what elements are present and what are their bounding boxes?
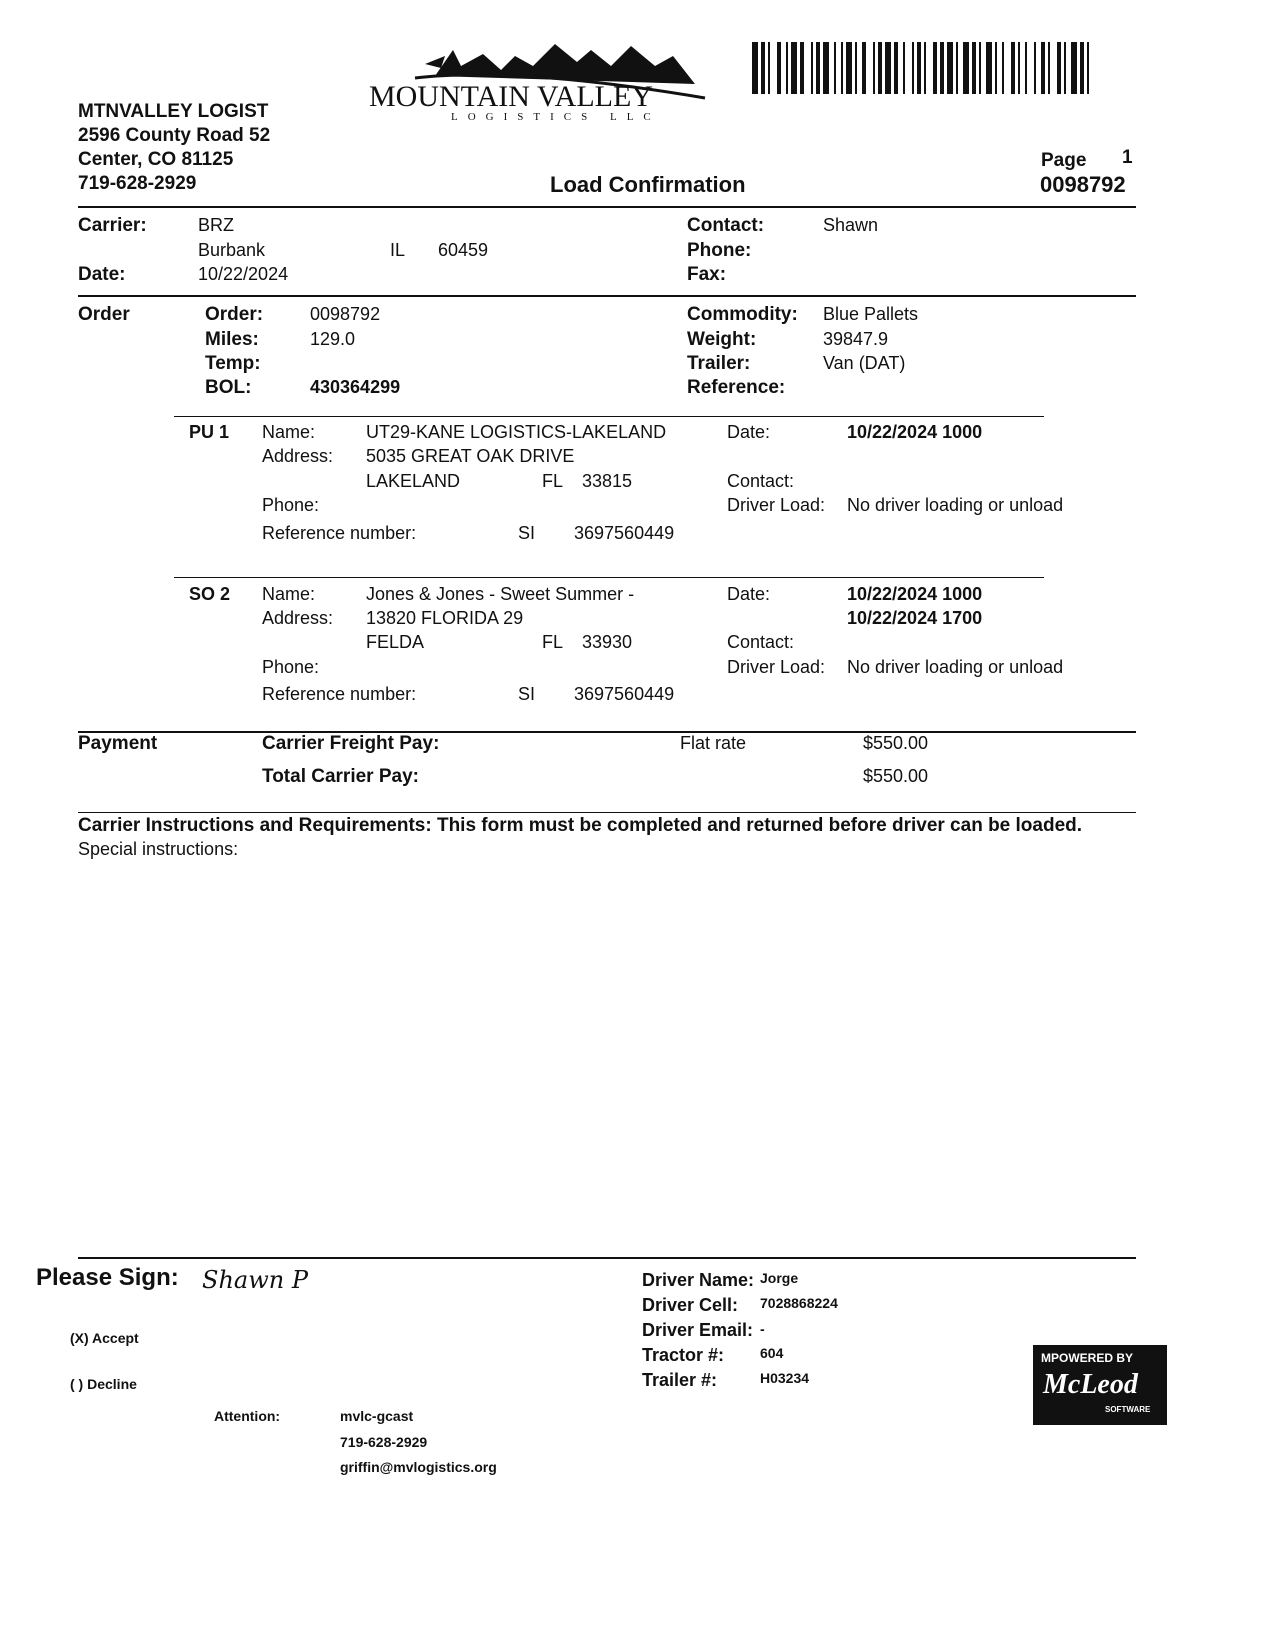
stop-phone-label: Phone: [262, 657, 320, 677]
stop-address: 13820 FLORIDA 29 [366, 608, 524, 628]
rate-type: Flat rate [680, 733, 747, 753]
stop-phone-label: Phone: [262, 495, 320, 515]
signature-field[interactable]: Shawn P [202, 1266, 308, 1294]
stop-ref-label: Reference number: [262, 523, 417, 543]
stop-date-start: 10/22/2024 1000 [847, 422, 983, 442]
attention-phone: 719-628-2929 [340, 1434, 428, 1450]
stop-code: PU 1 [189, 422, 230, 442]
carrier-date: 10/22/2024 [198, 264, 289, 284]
logo-sub-text: LOGISTICS LLC [451, 111, 661, 122]
order-label: Order: [205, 304, 264, 325]
accept-option[interactable]: (X) Accept [70, 1330, 139, 1346]
driver-cell-label: Driver Cell: [642, 1295, 739, 1315]
stop-date-end: 10/22/2024 1700 [847, 608, 983, 628]
stop-name-label: Name: [262, 584, 316, 604]
stop-date-label: Date: [727, 584, 771, 604]
attention-name: mvlc-gcast [340, 1408, 414, 1424]
trailer-number: H03234 [760, 1370, 810, 1386]
weight-label: Weight: [687, 329, 757, 350]
payment-section-label: Payment [78, 733, 158, 754]
stop-ref-type: SI [518, 523, 536, 543]
driver-name-label: Driver Name: [642, 1270, 755, 1290]
divider [78, 731, 1136, 733]
mcleod-logo [1033, 1345, 1167, 1425]
driver-email-label: Driver Email: [642, 1320, 754, 1340]
order-commodity: Blue Pallets [823, 304, 919, 324]
company-name: MTNVALLEY LOGIST [78, 101, 269, 122]
stop-city: LAKELAND [366, 471, 461, 491]
stop-driver-load-label: Driver Load: [727, 495, 826, 515]
stop-state: FL [542, 471, 564, 491]
trailer-number-label: Trailer #: [642, 1370, 718, 1390]
divider [78, 295, 1136, 297]
stop-name-label: Name: [262, 422, 316, 442]
temp-label: Temp: [205, 353, 261, 374]
carrier-contact: Shawn [823, 215, 879, 235]
phone-label: Phone: [687, 240, 752, 261]
company-logo [365, 36, 710, 122]
stop-contact-label: Contact: [727, 632, 795, 652]
stop-code: SO 2 [189, 584, 231, 604]
stop-ref-type: SI [518, 684, 536, 704]
stop-date-label: Date: [727, 422, 771, 442]
total-amount: $550.00 [863, 766, 929, 786]
stop-address-label: Address: [262, 446, 334, 466]
order-bol: 430364299 [310, 377, 401, 397]
contact-label: Contact: [687, 215, 765, 236]
carrier-city: Burbank [198, 240, 266, 260]
commodity-label: Commodity: [687, 304, 798, 325]
stop-driver-load: No driver loading or unload [847, 495, 1064, 515]
carrier-name: BRZ [198, 215, 234, 235]
instructions-heading: Carrier Instructions and Requirements: This form must be completed and returned before driver can be loaded. [78, 815, 1083, 836]
company-address1: 2596 County Road 52 [78, 125, 271, 146]
carrier-state: IL [390, 240, 406, 260]
tractor-number: 604 [760, 1345, 784, 1361]
carrier-label: Carrier: [78, 215, 147, 236]
stop-name: Jones & Jones - Sweet Summer - [366, 584, 635, 604]
page-title: Load Confirmation [550, 172, 746, 197]
freight-amount: $550.00 [863, 733, 929, 753]
reference-label: Reference: [687, 377, 786, 398]
stop-ref-label: Reference number: [262, 684, 417, 704]
stop-driver-load-label: Driver Load: [727, 657, 826, 677]
logo-main-text: MOUNTAIN VALLEY [369, 80, 653, 113]
page-label: Page [1041, 150, 1087, 171]
date-label: Date: [78, 264, 126, 285]
order-number: 0098792 [310, 304, 381, 324]
stop-address-label: Address: [262, 608, 334, 628]
driver-name: Jorge [760, 1270, 799, 1286]
company-phone: 719-628-2929 [78, 173, 197, 194]
decline-option[interactable]: ( ) Decline [70, 1376, 137, 1392]
carrier-zip: 60459 [438, 240, 489, 260]
freight-pay-label: Carrier Freight Pay: [262, 733, 440, 754]
stop-divider [174, 416, 1044, 417]
stop-zip: 33930 [582, 632, 633, 652]
miles-label: Miles: [205, 329, 259, 350]
mcleod-logo-top: MPOWERED BY [1041, 1351, 1134, 1365]
order-section-label: Order [78, 304, 130, 325]
divider [78, 206, 1136, 208]
divider [78, 812, 1136, 813]
stop-address: 5035 GREAT OAK DRIVE [366, 446, 575, 466]
stop-ref-number: 3697560449 [574, 684, 675, 704]
mcleod-logo-brand: McLeod [1043, 1369, 1138, 1400]
stop-date-start: 10/22/2024 1000 [847, 584, 983, 604]
please-sign-label: Please Sign: [36, 1264, 179, 1291]
order-weight: 39847.9 [823, 329, 889, 349]
stop-driver-load: No driver loading or unload [847, 657, 1064, 677]
signature-divider [78, 1257, 1136, 1259]
order-trailer: Van (DAT) [823, 353, 906, 373]
stop-zip: 33815 [582, 471, 633, 491]
stop-state: FL [542, 632, 564, 652]
fax-label: Fax: [687, 264, 727, 285]
tractor-label: Tractor #: [642, 1345, 725, 1365]
stop-city: FELDA [366, 632, 425, 652]
special-instructions-label: Special instructions: [78, 839, 239, 859]
company-address2: Center, CO 81125 [78, 149, 234, 170]
attention-label: Attention: [214, 1408, 281, 1424]
stop-ref-number: 3697560449 [574, 523, 675, 543]
header-order-number: 0098792 [1040, 172, 1126, 197]
stop-name: UT29-KANE LOGISTICS-LAKELAND [366, 422, 667, 442]
attention-email: griffin@mvlogistics.org [340, 1459, 497, 1475]
driver-email: - [760, 1321, 765, 1337]
driver-cell: 7028868224 [760, 1295, 838, 1311]
stop-contact-label: Contact: [727, 471, 795, 491]
mcleod-logo-sub: SOFTWARE [1105, 1405, 1151, 1414]
barcode [752, 42, 1212, 94]
total-pay-label: Total Carrier Pay: [262, 766, 419, 787]
order-miles: 129.0 [310, 329, 356, 349]
bol-label: BOL: [205, 377, 252, 398]
stop-divider [174, 577, 1044, 578]
page-number: 1 [1122, 147, 1133, 168]
trailer-label: Trailer: [687, 353, 751, 374]
